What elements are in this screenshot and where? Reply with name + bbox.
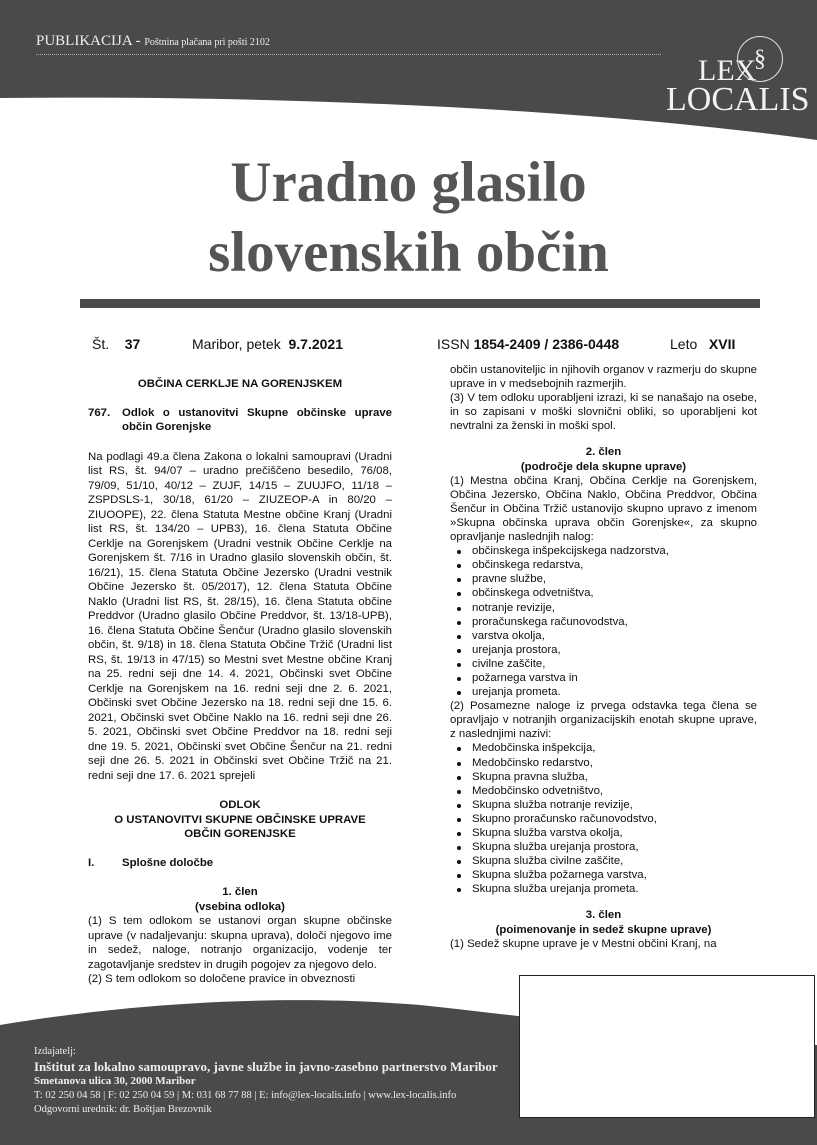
list-item: občinskega inšpekcijskega nadzorstva, <box>472 544 757 558</box>
dotted-divider <box>36 54 661 55</box>
article-1-para-1: (1) S tem odlokom se ustanovi organ skupne občinske uprave (v nadaljevanju: skupna uprava), določi njegovo ime in sedež, naloge, notranjo organizacijo, vodenje ter zagotavljanje sredstev in drugih pogojev za njegovo delo. <box>88 915 392 971</box>
list-item: Skupna služba urejanja prometa. <box>472 882 757 896</box>
list-item: Skupna služba urejanja prostora, <box>472 840 757 854</box>
postage-note: Poštnina plačana pri pošti 2102 <box>144 37 270 48</box>
list-item: požarnega varstva in <box>472 671 757 685</box>
article-2-para-2: (2) Posamezne naloge iz prvega odstavka tega člena se opravljajo v notranjih organizacijskih enotah skupne uprave, z naslednjimi nazivi: <box>450 700 757 741</box>
article-2-subtitle: (področje dela skupne uprave) <box>520 460 687 473</box>
right-column <box>450 363 757 951</box>
issn: ISSN 1854-2409 / 2386-0448 <box>437 336 620 352</box>
municipality-heading: OBČINA CERKLJE NA GORENJSKEM <box>137 378 343 390</box>
article-1-para-2: (2) S tem odlokom so določene pravice in obveznosti <box>88 973 356 985</box>
list-item: pravne službe, <box>472 572 757 586</box>
list-item: Skupna pravna služba, <box>472 770 757 784</box>
odlok-subtitle-2: OBČIN GORENJSKE <box>184 828 296 840</box>
list-item: notranje revizije, <box>472 601 757 615</box>
article-3-para-1: (1) Sedež skupne uprave je v Mestni občini Kranj, na <box>450 937 717 950</box>
publisher-address: Smetanova ulica 30, 2000 Maribor <box>34 1075 196 1087</box>
masthead-title: Uradno glasilo slovenskih občin <box>208 151 609 284</box>
list-item: urejanja prometa. <box>472 685 757 699</box>
issue-number: Št. 37 <box>92 336 141 352</box>
article-2-para-1: (1) Mestna občina Kranj, Občina Cerklje na Gorenjskem, Občina Jezersko, Občina Naklo, Občina Preddvor, Občina Šenčur in Občina Tržič ustanovijo skupno upravo z imenom »Skupna občinska uprava občin Gorenjske«, za skupno opravljanje naslednjih nalog: <box>450 474 757 544</box>
list-item: občinskega redarstva, <box>472 558 757 572</box>
list-item: Skupna služba civilne zaščite, <box>472 854 757 868</box>
lex-localis-logo: § LEX LOCALIS <box>664 34 794 119</box>
list-item: Skupna služba varstva okolja, <box>472 826 757 840</box>
list-item: civilne zaščite, <box>472 657 757 671</box>
list-item: Medobčinska inšpekcija, <box>472 741 757 755</box>
list-item: Skupno proračunsko računovodstvo, <box>472 812 757 826</box>
article-2-heading: 2. člen <box>585 446 622 459</box>
unit-list <box>450 741 757 896</box>
paragraph-symbol-icon: § <box>737 36 783 82</box>
list-item: urejanja prostora, <box>472 643 757 657</box>
list-item: občinskega odvetništva, <box>472 586 757 600</box>
editor: Odgovorni urednik: dr. Boštjan Brezovnik <box>34 1104 212 1115</box>
article-1-para-3: (3) V tem odloku uporabljeni izrazi, ki se nanašajo na osebe, in so zapisani v moški slovnični obliki, so uporabljeni kot nevtralni za ženski in moški spol. <box>450 392 757 433</box>
article-1-subtitle: (vsebina odloka) <box>195 900 285 913</box>
left-column <box>88 377 392 987</box>
list-item: Medobčinsko odvetništvo, <box>472 784 757 798</box>
address-label-box <box>519 975 815 1118</box>
publisher-info <box>34 1045 498 1118</box>
publisher-name: Inštitut za lokalno samoupravo, javne službe in javno-zasebno partnerstvo Maribor <box>34 1058 498 1074</box>
list-item: varstva okolja, <box>472 629 757 643</box>
list-item: Skupna služba požarnega varstva, <box>472 868 757 882</box>
issue-date: Maribor, petek 9.7.2021 <box>192 336 343 352</box>
odlok-subtitle: O USTANOVITVI SKUPNE OBČINSKE UPRAVE <box>114 813 366 826</box>
section-heading: I. Splošne določbe <box>88 856 214 869</box>
volume-year: Leto XVII <box>670 336 736 352</box>
act-heading: 767. Odlok o ustanovitvi Skupne občinske uprave občin Gorenjske <box>88 406 392 433</box>
title-rule <box>80 299 760 308</box>
list-item: Skupna služba notranje revizije, <box>472 798 757 812</box>
list-item: Medobčinsko redarstvo, <box>472 756 757 770</box>
odlok-title: ODLOK <box>219 799 261 811</box>
article-3-heading: 3. člen <box>585 909 622 922</box>
article-1-heading: 1. člen <box>222 886 258 898</box>
article-3-subtitle: (poimenovanje in sedež skupne uprave) <box>495 923 712 936</box>
preamble: Na podlagi 49.a člena Zakona o lokalni samoupravi (Uradni list RS, št. 94/07 – uradno prečiščeno besedilo, 76/08, 79/09, 51/10, 40/12 – ZUJF, 14/15 – ZUUJFO, 11/18 – ZSPDSLS-1, 30/18, 61/20 – ZIUZEOP-A in 80/20 – ZIUOOPE), 22. člena Statuta Mestne občine Kranj (Uradni list RS, št. 134/20 – UPB3), 16. člena Statuta Občine Cerklje na Gorenjskem (Uradni vestnik Občine Cerklje na Gorenjskem št. 7/16 in Uradno glasilo slovenskih občin, št. 16/21), 15. člena Statuta Občine Jezersko (Uradni vestnik Občine Jezersko št. 05/2017), 12. člena Statuta Občine Naklo (Uradni list RS, št. 28/15), 16. člena Statuta občine Preddvor (Uradno glasilo Občine Preddvor, št. 13/18-UPB), 16. člena Statuta Občine Šenčur (Uradno glasilo slovenskih občin, št. 9/18) in 18. člena Statuta Občine Tržič (Uradni list RS, št. 19/13 in 47/15) so Mestni svet Mestne občine Kranj na 25. redni seji dne 14. 4. 2021, Občinski svet Občine Cerklje na Gorenjskem na 16. redni seji dne 2. 6. 2021, Občinski svet Občine Jezersko na 18. redni seji dne 15. 6. 2021, Občinski svet Občine Naklo na 16. redni seji dne 26. 5. 2021, Občinski svet Občine Preddvor na 18. redni seji dne 19. 5. 2021, Občinski svet Občine Šenčur na 21. redni seji dne 26. 5. 2021 in Občinski svet Občine Tržič na 21. redni seji dne 17. 6. 2021 sprejeli <box>88 450 392 782</box>
publisher-label: Izdajatelj: <box>34 1046 76 1057</box>
article-1-para-2-cont: občin ustanoviteljic in njihovih organov v razmerju do skupne uprave in v medsebojnih razmerjih. <box>450 364 757 391</box>
publication-label: PUBLIKACIJA - Poštnina plačana pri pošti 2102 <box>36 33 270 49</box>
publisher-contacts: T: 02 250 04 58 | F: 02 250 04 59 | M: 031 68 77 88 | E: info@lex-localis.info | www.lex-localis.info <box>34 1089 457 1101</box>
list-item: proračunskega računovodstva, <box>472 615 757 629</box>
task-list <box>450 544 757 699</box>
